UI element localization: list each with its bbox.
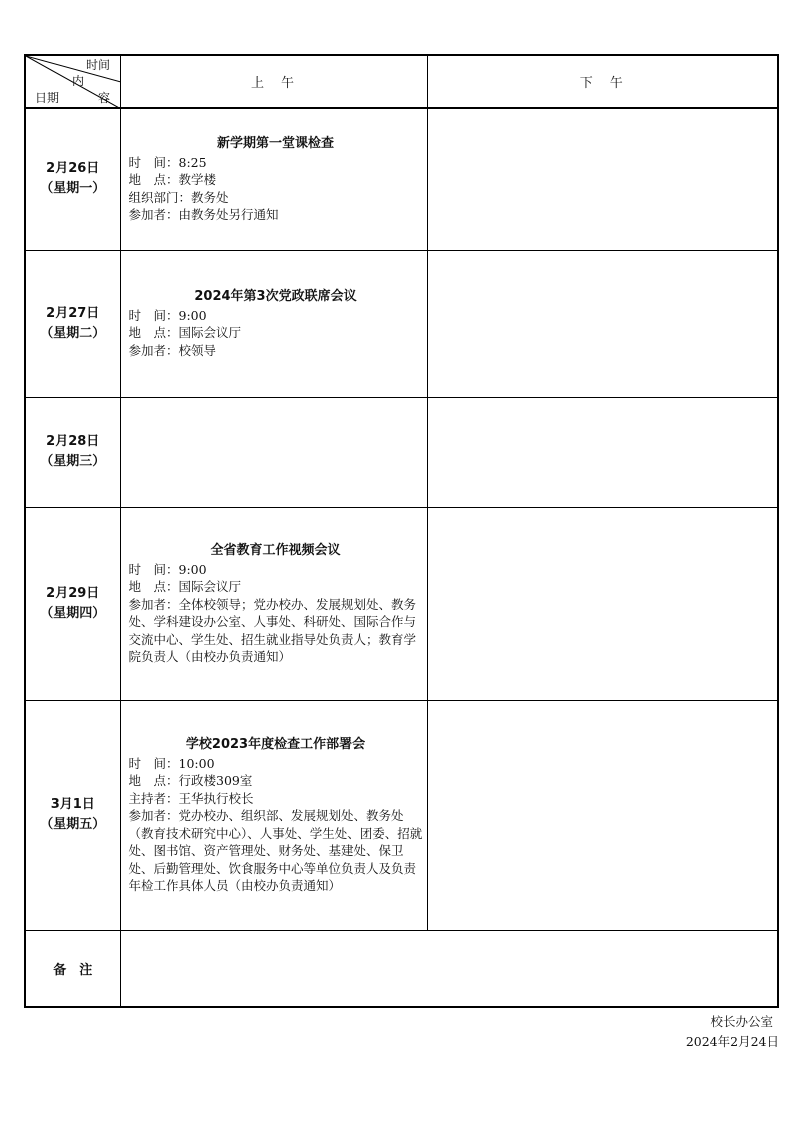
event-title: 全省教育工作视频会议	[210, 542, 341, 558]
event-title: 新学期第一堂课检查	[216, 135, 334, 151]
event-participants: 参加者：校领导	[128, 342, 217, 358]
afternoon-event-cell	[427, 397, 778, 507]
footer-date: 2024年2月24日	[685, 1034, 779, 1049]
afternoon-event-cell	[427, 700, 778, 930]
morning-event-cell	[120, 507, 427, 700]
event-participants: 参加者：由教务处另行通知	[128, 207, 279, 223]
remarks-label: 备 注	[25, 930, 120, 1007]
remarks-content	[120, 930, 778, 1007]
morning-event-cell	[120, 700, 427, 930]
event-organizer: 组织部门：教务处	[128, 189, 229, 205]
event-time: 时 间：8:25	[128, 154, 207, 170]
morning-event-cell	[120, 397, 427, 507]
afternoon-event-cell	[427, 108, 778, 250]
event-location: 地 点：教学楼	[128, 172, 217, 188]
event-title: 2024年第3次党政联席会议	[194, 288, 357, 304]
diagonal-header-cell	[25, 55, 120, 108]
date-cell	[25, 507, 120, 700]
day-row-fri	[25, 700, 778, 930]
weekday-text: （星期一）	[40, 181, 106, 197]
diag-label-date: 日期	[35, 91, 60, 105]
day-row-wed	[25, 397, 778, 507]
event-participants: 参加者：全体校领导；党办校办、发展规划处、教务处、学科建设办公室、人事处、科研处、国际合作与交流中心、学生处、招生就业指导处负责人；教育学院负责人（由校办负责通知）	[128, 596, 417, 664]
afternoon-header: 下 午	[427, 55, 778, 108]
weekday-text: （星期五）	[40, 817, 106, 832]
date-text: 2月27日	[46, 305, 100, 321]
footer-office: 校长办公室	[710, 1014, 773, 1029]
schedule-table	[24, 54, 779, 1008]
event-time: 时 间：10:00	[128, 755, 215, 771]
event-host: 主持者：王华执行校长	[128, 790, 254, 806]
event-location: 地 点：国际会议厅	[128, 579, 242, 594]
event-location: 地 点：行政楼309室	[128, 773, 253, 788]
date-cell	[25, 397, 120, 507]
morning-event-cell	[120, 250, 427, 397]
day-row-mon	[25, 108, 778, 250]
diag-label-content-2: 容	[98, 91, 111, 105]
morning-header: 上 午	[120, 55, 427, 108]
event-time: 时 间：9:00	[128, 307, 207, 323]
remarks-row	[25, 930, 778, 1007]
date-text: 2月28日	[46, 434, 100, 449]
date-text: 2月29日	[46, 585, 100, 601]
afternoon-event-cell	[427, 507, 778, 700]
event-title: 学校2023年度检查工作部署会	[185, 736, 366, 752]
weekday-text: （星期四）	[40, 605, 106, 621]
event-location: 地 点：国际会议厅	[128, 325, 242, 341]
diag-label-time: 时间	[86, 58, 111, 72]
weekday-text: （星期二）	[40, 325, 106, 341]
diag-label-content-1: 内	[72, 74, 85, 88]
date-cell	[25, 108, 120, 250]
morning-event-cell	[120, 108, 427, 250]
event-time: 时 间：9:00	[128, 561, 207, 577]
day-row-tue	[25, 250, 778, 397]
date-text: 2月26日	[46, 161, 100, 177]
header-row	[25, 55, 778, 108]
weekday-text: （星期三）	[40, 454, 106, 469]
date-text: 3月1日	[50, 797, 95, 812]
day-row-thu	[25, 507, 778, 700]
event-participants: 参加者：党办校办、组织部、发展规划处、教务处（教育技术研究中心）、人事处、学生处、团委、招就处、图书馆、资产管理处、财务处、基建处、保卫处、后勤管理处、饮食服务中心等单位负责人及负责年检工作具体人员（由校办负责通知）	[128, 808, 423, 893]
afternoon-event-cell	[427, 250, 778, 397]
date-cell	[25, 700, 120, 930]
date-cell	[25, 250, 120, 397]
